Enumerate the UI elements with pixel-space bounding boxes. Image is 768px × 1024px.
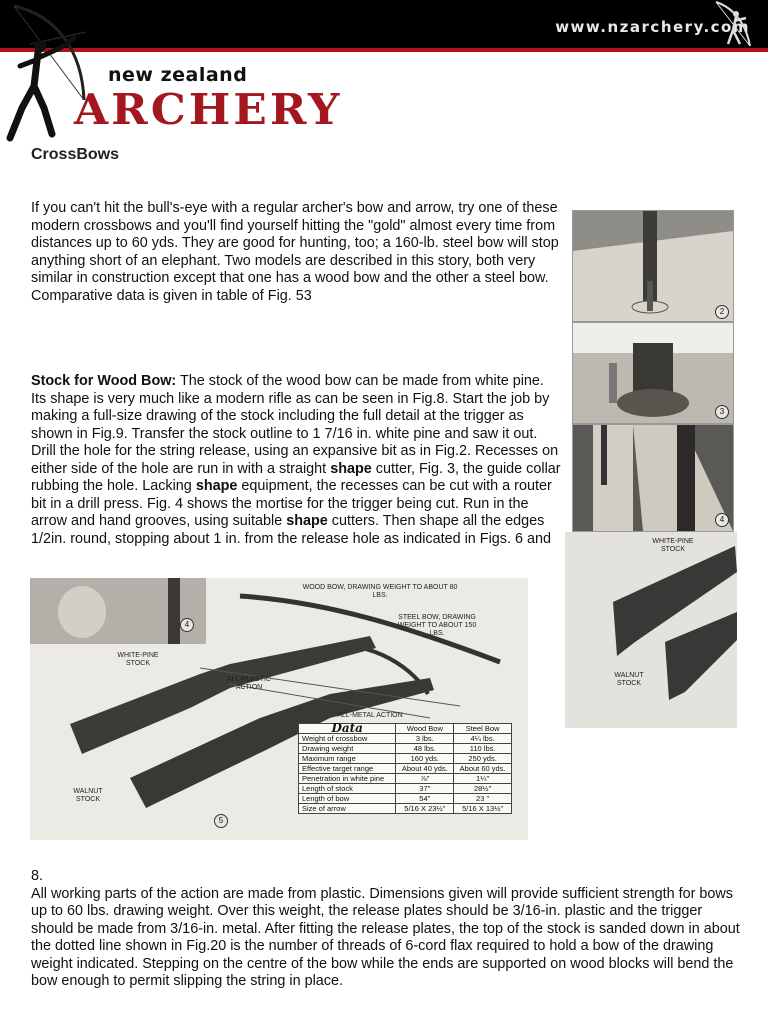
row-wood: About 40 yds. xyxy=(396,764,454,774)
side-label-white-pine: WHITE-PINE STOCK xyxy=(652,538,694,553)
shape-link-3[interactable]: shape xyxy=(286,513,328,529)
fig-number: 4 xyxy=(180,618,194,632)
shape-link-1[interactable]: shape xyxy=(330,460,372,477)
row-label: Length of bow xyxy=(299,794,396,804)
row-label: Penetration in white pine xyxy=(299,774,396,784)
side-label-walnut: WALNUT STOCK xyxy=(614,672,644,687)
stock-paragraph xyxy=(31,373,563,548)
row-steel: About 60 yds. xyxy=(454,764,512,774)
photo-drilling xyxy=(572,210,734,322)
stock-text-4: cutters. Then shape all the edges 1/2in. round, stopping about 1 in. from the release hole as indicated in Figs. 6 and xyxy=(31,513,551,547)
row-label: Maximum range xyxy=(299,754,396,764)
row-steel: 250 yds. xyxy=(454,754,512,764)
row-wood: ⅞" xyxy=(396,774,454,784)
logo-archery: ARCHERY xyxy=(74,86,343,135)
intro-paragraph: If you can't hit the bull's-eye with a regular archer's bow and arrow, try one of these modern crossbows and you'll find yourself hitting the "gold" almost every time from distances up to 60 yds. They are good for hunting, too; a 160-lb. steel bow will stop anything short of an elephant. Two models are described in this story, both very similar in construction except that one has a wood bow and the other a steel bow. Comparative data is given in table of Fig. 53 xyxy=(31,200,559,304)
row-steel: 28½" xyxy=(454,784,512,794)
action-paragraph xyxy=(31,868,743,991)
row-label: Drawing weight xyxy=(299,744,396,754)
label-steel-bow: STEEL BOW, DRAWING WEIGHT TO ABOUT 150 LBS. xyxy=(397,614,477,637)
stock-heading: Stock for Wood Bow: xyxy=(31,373,177,389)
row-wood: 54" xyxy=(396,794,454,804)
table-col-wood: Wood Bow xyxy=(396,724,454,734)
site-url[interactable]: www.nzarchery.com xyxy=(555,18,750,36)
table-row xyxy=(299,764,512,774)
row-wood: 5/16 X 23½" xyxy=(396,804,454,814)
photo-inset xyxy=(30,578,206,644)
header-divider xyxy=(0,48,768,52)
stock-text-1: The stock of the wood bow can be made from white pine. Its shape is very much like a modern rifle as can be seen in Fig.8. Start the job by making a full-size drawing of the stock including the full detail at the trigger as shown in Fig.9. Transfer the stock outline to 1 7/16 in. white pine and saw it out. Drill the hole for the string release, using an expansive bit as in Fig.2. Recesses on either side of the hole are run in with a straight xyxy=(31,373,559,477)
shape-link-2[interactable]: shape xyxy=(195,478,238,494)
label-wood-bow: WOOD BOW, DRAWING WEIGHT TO ABOUT 80 LBS. xyxy=(302,584,458,599)
action-text: All working parts of the action are made from plastic. Dimensions given will provide sufficient strength for bows up to 60 lbs. drawing weight. Over this weight, the release plates should be 3/16-in. plastic and the trigger should be made from 3/16-in. metal. After fitting the release plates, the top of the stock is sanded down in about the dotted line shown in Fig.20 is the number of threads of 6-cord flax required to hold a bow of the drawing weight indicated. Stepping on the centre of the bow while the ends are supported on wood blocks will bend the bow enough to permit slipping the string in place. xyxy=(31,885,740,989)
row-wood: 48 lbs. xyxy=(396,744,454,754)
table-title: Data xyxy=(299,724,396,734)
table-row xyxy=(299,774,512,784)
table-row xyxy=(299,744,512,754)
table-row xyxy=(299,804,512,814)
table-row xyxy=(299,784,512,794)
fig-number: 2 xyxy=(715,305,729,319)
row-wood: 3 lbs. xyxy=(396,734,454,744)
fig-number: 3 xyxy=(715,405,729,419)
row-steel: 23 " xyxy=(454,794,512,804)
fig-number: 5 xyxy=(214,814,228,828)
archer-logo-icon xyxy=(706,0,756,48)
row-steel: 110 lbs. xyxy=(454,744,512,754)
stock-text-2: cutter, Fig. 3, the guide collar rubbing the hole. Lacking xyxy=(31,460,561,494)
photo-mortise xyxy=(572,424,734,532)
row-wood: 37" xyxy=(396,784,454,794)
row-steel: 5/16 X 13½" xyxy=(454,804,512,814)
fig-number: 4 xyxy=(715,513,729,527)
data-table xyxy=(298,723,512,814)
page-title: CrossBows xyxy=(31,146,120,163)
label-metal-action: ALL-METAL ACTION xyxy=(337,712,403,719)
row-steel: 4¼ lbs. xyxy=(454,734,512,744)
table-row xyxy=(299,794,512,804)
row-steel: 1¼" xyxy=(454,774,512,784)
row-label: Length of stock xyxy=(299,784,396,794)
table-row xyxy=(299,754,512,764)
row-label: Weight of crossbow xyxy=(299,734,396,744)
action-fig-ref: 8. xyxy=(31,868,44,884)
logo-new-zealand: new zealand xyxy=(108,64,248,86)
row-label: Size of arrow xyxy=(299,804,396,814)
label-plastic-action: ALL-PLASTIC ACTION xyxy=(227,676,271,691)
row-wood: 160 yds. xyxy=(396,754,454,764)
table-col-steel: Steel Bow xyxy=(454,724,512,734)
photo-shaper xyxy=(572,322,734,424)
label-walnut-stock: WALNUT STOCK xyxy=(73,788,103,803)
table-row xyxy=(299,734,512,744)
label-white-pine-stock: WHITE-PINE STOCK xyxy=(117,652,159,667)
photo-stocks xyxy=(565,532,737,728)
stock-text-3: equipment, the recesses can be cut with a router bit in a drill press. Fig. 4 shows the mortise for the trigger being cut. Run in the arrow and hand grooves, using suitable xyxy=(31,478,552,529)
row-label: Effective target range xyxy=(299,764,396,774)
